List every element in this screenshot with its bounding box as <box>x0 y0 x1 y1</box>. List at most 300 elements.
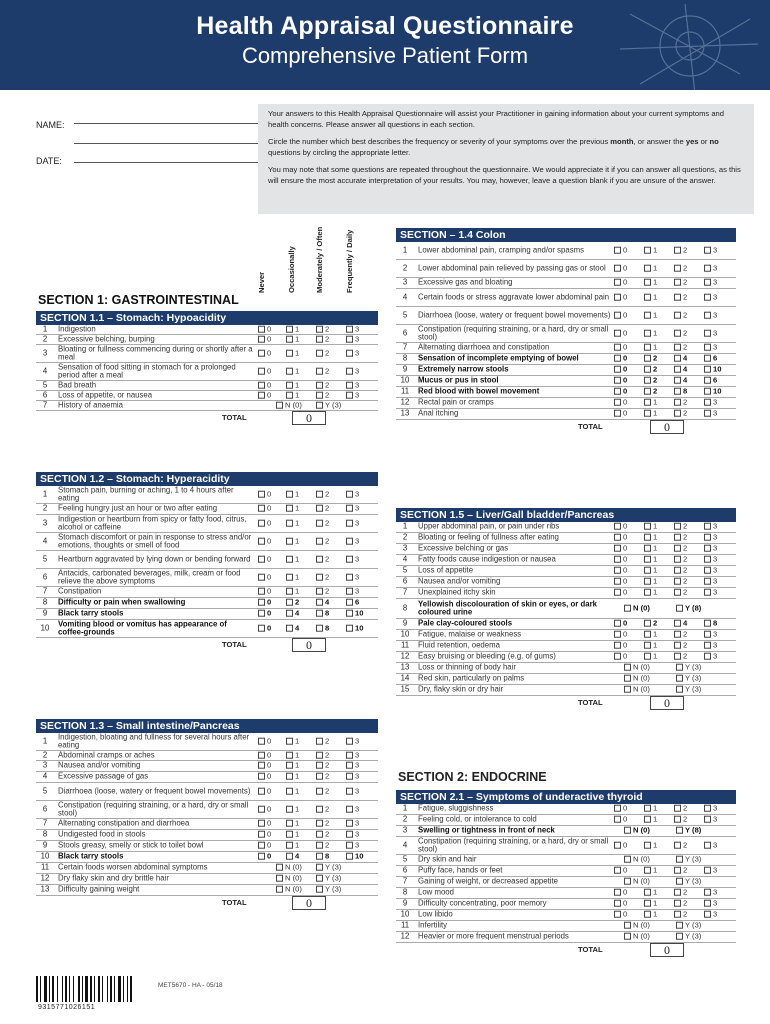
answer-option[interactable]: 3 <box>346 762 359 771</box>
checkbox-icon[interactable] <box>316 349 323 356</box>
answer-option[interactable]: 2 <box>644 366 657 375</box>
checkbox-icon[interactable] <box>346 519 353 526</box>
checkbox-icon[interactable] <box>346 820 353 827</box>
answer-option[interactable]: 0 <box>258 519 271 528</box>
checkbox-icon[interactable] <box>704 410 711 417</box>
checkbox-icon[interactable] <box>704 293 711 300</box>
checkbox-icon[interactable] <box>624 675 631 682</box>
checkbox-icon[interactable] <box>674 889 681 896</box>
answer-option[interactable]: 1 <box>286 787 299 796</box>
checkbox-icon[interactable] <box>614 264 621 271</box>
answer-option[interactable]: 3 <box>704 264 717 273</box>
answer-option[interactable]: N (0) <box>624 933 650 942</box>
answer-option[interactable]: 0 <box>614 246 627 255</box>
answer-option[interactable]: 0 <box>258 610 271 619</box>
checkbox-icon[interactable] <box>674 366 681 373</box>
answer-option[interactable]: 1 <box>644 523 657 532</box>
checkbox-icon[interactable] <box>704 246 711 253</box>
answer-option[interactable]: N (0) <box>624 664 650 673</box>
answer-option[interactable]: Y (3) <box>676 878 701 887</box>
checkbox-icon[interactable] <box>614 399 621 406</box>
checkbox-icon[interactable] <box>704 578 711 585</box>
answer-option[interactable]: 3 <box>704 329 717 338</box>
checkbox-icon[interactable] <box>346 325 353 332</box>
answer-option[interactable]: 0 <box>614 264 627 273</box>
answer-option[interactable]: Y (3) <box>316 886 341 895</box>
checkbox-icon[interactable] <box>614 410 621 417</box>
checkbox-icon[interactable] <box>346 805 353 812</box>
answer-option[interactable]: 1 <box>286 573 299 582</box>
answer-option[interactable]: 0 <box>614 523 627 532</box>
total-field[interactable]: 0 <box>292 411 326 425</box>
answer-option[interactable]: 3 <box>704 589 717 598</box>
checkbox-icon[interactable] <box>624 827 631 834</box>
answer-option[interactable]: 2 <box>316 391 329 400</box>
answer-option[interactable]: 2 <box>674 410 687 419</box>
answer-option[interactable]: 0 <box>614 293 627 302</box>
checkbox-icon[interactable] <box>704 264 711 271</box>
answer-option[interactable]: 2 <box>316 367 329 376</box>
checkbox-icon[interactable] <box>258 773 265 780</box>
answer-option[interactable]: 0 <box>614 805 627 814</box>
answer-option[interactable]: 1 <box>644 545 657 554</box>
checkbox-icon[interactable] <box>704 329 711 336</box>
checkbox-icon[interactable] <box>674 805 681 812</box>
checkbox-icon[interactable] <box>644 589 651 596</box>
checkbox-icon[interactable] <box>346 853 353 860</box>
answer-option[interactable]: Y (3) <box>316 875 341 884</box>
answer-option[interactable]: 0 <box>258 599 271 608</box>
checkbox-icon[interactable] <box>346 391 353 398</box>
checkbox-icon[interactable] <box>614 889 621 896</box>
checkbox-icon[interactable] <box>624 933 631 940</box>
answer-option[interactable]: 3 <box>346 490 359 499</box>
answer-option[interactable]: 3 <box>704 410 717 419</box>
checkbox-icon[interactable] <box>316 505 323 512</box>
answer-option[interactable]: 2 <box>674 264 687 273</box>
answer-option[interactable]: 0 <box>614 816 627 825</box>
answer-option[interactable]: 1 <box>286 555 299 564</box>
checkbox-icon[interactable] <box>346 751 353 758</box>
answer-option[interactable]: 2 <box>316 588 329 597</box>
answer-option[interactable]: 0 <box>258 537 271 546</box>
total-field[interactable]: 0 <box>650 420 684 434</box>
checkbox-icon[interactable] <box>644 841 651 848</box>
answer-option[interactable]: 2 <box>674 805 687 814</box>
answer-option[interactable]: 0 <box>614 355 627 364</box>
checkbox-icon[interactable] <box>258 842 265 849</box>
checkbox-icon[interactable] <box>624 878 631 885</box>
answer-option[interactable]: 2 <box>674 889 687 898</box>
checkbox-icon[interactable] <box>614 556 621 563</box>
answer-option[interactable]: 0 <box>258 335 271 344</box>
checkbox-icon[interactable] <box>286 555 293 562</box>
checkbox-icon[interactable] <box>674 534 681 541</box>
answer-option[interactable]: 0 <box>258 842 271 851</box>
checkbox-icon[interactable] <box>286 349 293 356</box>
checkbox-icon[interactable] <box>644 805 651 812</box>
checkbox-icon[interactable] <box>674 329 681 336</box>
checkbox-icon[interactable] <box>286 831 293 838</box>
checkbox-icon[interactable] <box>286 599 293 606</box>
answer-option[interactable]: 2 <box>674 279 687 288</box>
answer-option[interactable]: 0 <box>258 325 271 334</box>
checkbox-icon[interactable] <box>704 889 711 896</box>
checkbox-icon[interactable] <box>704 545 711 552</box>
answer-option[interactable]: 1 <box>286 349 299 358</box>
answer-option[interactable]: 0 <box>258 555 271 564</box>
checkbox-icon[interactable] <box>276 886 283 893</box>
name-line[interactable] <box>74 123 280 124</box>
answer-option[interactable]: 2 <box>674 900 687 909</box>
answer-option[interactable]: N (0) <box>276 875 302 884</box>
checkbox-icon[interactable] <box>258 573 265 580</box>
answer-option[interactable]: 1 <box>286 805 299 814</box>
answer-option[interactable]: 4 <box>286 624 299 633</box>
answer-option[interactable]: 0 <box>258 820 271 829</box>
checkbox-icon[interactable] <box>644 293 651 300</box>
answer-option[interactable]: 0 <box>614 399 627 408</box>
answer-option[interactable]: 3 <box>704 545 717 554</box>
answer-option[interactable]: 1 <box>644 246 657 255</box>
checkbox-icon[interactable] <box>258 391 265 398</box>
checkbox-icon[interactable] <box>674 399 681 406</box>
checkbox-icon[interactable] <box>704 867 711 874</box>
checkbox-icon[interactable] <box>614 900 621 907</box>
answer-option[interactable]: 0 <box>614 578 627 587</box>
checkbox-icon[interactable] <box>676 878 683 885</box>
checkbox-icon[interactable] <box>614 620 621 627</box>
answer-option[interactable]: N (0) <box>624 856 650 865</box>
checkbox-icon[interactable] <box>676 856 683 863</box>
checkbox-icon[interactable] <box>286 519 293 526</box>
checkbox-icon[interactable] <box>614 523 621 530</box>
answer-option[interactable]: 6 <box>704 377 717 386</box>
answer-option[interactable]: 3 <box>704 344 717 353</box>
answer-option[interactable]: 0 <box>614 534 627 543</box>
answer-option[interactable]: 1 <box>644 344 657 353</box>
checkbox-icon[interactable] <box>624 604 631 611</box>
answer-option[interactable]: 3 <box>704 805 717 814</box>
answer-option[interactable]: Y (3) <box>676 675 701 684</box>
checkbox-icon[interactable] <box>614 867 621 874</box>
checkbox-icon[interactable] <box>676 675 683 682</box>
answer-option[interactable]: 2 <box>674 816 687 825</box>
checkbox-icon[interactable] <box>676 664 683 671</box>
checkbox-icon[interactable] <box>674 523 681 530</box>
answer-option[interactable]: 2 <box>674 344 687 353</box>
answer-option[interactable]: 2 <box>644 620 657 629</box>
answer-option[interactable]: N (0) <box>624 686 650 695</box>
checkbox-icon[interactable] <box>346 367 353 374</box>
answer-option[interactable]: 3 <box>704 578 717 587</box>
answer-option[interactable]: 3 <box>704 556 717 565</box>
answer-option[interactable]: 0 <box>258 787 271 796</box>
answer-option[interactable]: 2 <box>644 377 657 386</box>
answer-option[interactable]: 0 <box>614 911 627 920</box>
checkbox-icon[interactable] <box>346 381 353 388</box>
checkbox-icon[interactable] <box>676 604 683 611</box>
answer-option[interactable]: 0 <box>258 751 271 760</box>
checkbox-icon[interactable] <box>286 588 293 595</box>
checkbox-icon[interactable] <box>614 653 621 660</box>
checkbox-icon[interactable] <box>624 922 631 929</box>
checkbox-icon[interactable] <box>704 805 711 812</box>
checkbox-icon[interactable] <box>614 567 621 574</box>
answer-option[interactable]: 1 <box>644 841 657 850</box>
checkbox-icon[interactable] <box>286 773 293 780</box>
checkbox-icon[interactable] <box>346 555 353 562</box>
checkbox-icon[interactable] <box>704 534 711 541</box>
checkbox-icon[interactable] <box>644 867 651 874</box>
checkbox-icon[interactable] <box>704 279 711 286</box>
answer-option[interactable]: 1 <box>644 911 657 920</box>
answer-option[interactable]: 3 <box>346 588 359 597</box>
answer-option[interactable]: 3 <box>704 311 717 320</box>
answer-option[interactable]: 2 <box>674 545 687 554</box>
checkbox-icon[interactable] <box>286 820 293 827</box>
checkbox-icon[interactable] <box>346 773 353 780</box>
answer-option[interactable]: 10 <box>704 388 721 397</box>
answer-option[interactable]: 1 <box>644 293 657 302</box>
answer-option[interactable]: 3 <box>346 751 359 760</box>
checkbox-icon[interactable] <box>286 762 293 769</box>
answer-option[interactable]: 0 <box>258 505 271 514</box>
answer-option[interactable]: 2 <box>316 751 329 760</box>
answer-option[interactable]: 4 <box>674 355 687 364</box>
answer-option[interactable]: 0 <box>614 279 627 288</box>
checkbox-icon[interactable] <box>258 505 265 512</box>
answer-option[interactable]: Y (3) <box>316 401 341 410</box>
checkbox-icon[interactable] <box>614 355 621 362</box>
checkbox-icon[interactable] <box>644 388 651 395</box>
checkbox-icon[interactable] <box>674 344 681 351</box>
checkbox-icon[interactable] <box>258 831 265 838</box>
answer-option[interactable]: 1 <box>286 391 299 400</box>
checkbox-icon[interactable] <box>704 399 711 406</box>
checkbox-icon[interactable] <box>316 519 323 526</box>
checkbox-icon[interactable] <box>346 349 353 356</box>
answer-option[interactable]: 2 <box>674 399 687 408</box>
answer-option[interactable]: 0 <box>614 631 627 640</box>
answer-option[interactable]: 0 <box>614 311 627 320</box>
answer-option[interactable]: 0 <box>614 841 627 850</box>
checkbox-icon[interactable] <box>258 599 265 606</box>
checkbox-icon[interactable] <box>316 335 323 342</box>
answer-option[interactable]: 1 <box>644 534 657 543</box>
answer-option[interactable]: 4 <box>286 610 299 619</box>
answer-option[interactable]: 1 <box>286 751 299 760</box>
answer-option[interactable]: 2 <box>674 653 687 662</box>
checkbox-icon[interactable] <box>644 578 651 585</box>
answer-option[interactable]: 0 <box>258 588 271 597</box>
checkbox-icon[interactable] <box>674 867 681 874</box>
answer-option[interactable]: 8 <box>316 624 329 633</box>
checkbox-icon[interactable] <box>704 620 711 627</box>
answer-option[interactable]: 1 <box>286 490 299 499</box>
checkbox-icon[interactable] <box>644 545 651 552</box>
answer-option[interactable]: 0 <box>258 391 271 400</box>
answer-option[interactable]: 0 <box>614 377 627 386</box>
answer-option[interactable]: 3 <box>704 889 717 898</box>
answer-option[interactable]: 3 <box>704 900 717 909</box>
checkbox-icon[interactable] <box>286 490 293 497</box>
checkbox-icon[interactable] <box>316 886 323 893</box>
checkbox-icon[interactable] <box>704 589 711 596</box>
answer-option[interactable]: 2 <box>316 573 329 582</box>
answer-option[interactable]: 1 <box>286 505 299 514</box>
answer-option[interactable]: 3 <box>346 737 359 746</box>
checkbox-icon[interactable] <box>258 853 265 860</box>
checkbox-icon[interactable] <box>674 900 681 907</box>
checkbox-icon[interactable] <box>614 366 621 373</box>
checkbox-icon[interactable] <box>258 537 265 544</box>
answer-option[interactable]: Y (3) <box>676 686 701 695</box>
checkbox-icon[interactable] <box>674 620 681 627</box>
answer-option[interactable]: 1 <box>644 889 657 898</box>
answer-option[interactable]: 0 <box>258 624 271 633</box>
checkbox-icon[interactable] <box>316 820 323 827</box>
answer-option[interactable]: 4 <box>674 377 687 386</box>
checkbox-icon[interactable] <box>674 246 681 253</box>
answer-option[interactable]: 1 <box>286 831 299 840</box>
checkbox-icon[interactable] <box>286 367 293 374</box>
checkbox-icon[interactable] <box>286 537 293 544</box>
answer-option[interactable]: 4 <box>674 620 687 629</box>
checkbox-icon[interactable] <box>346 505 353 512</box>
answer-option[interactable]: 0 <box>614 653 627 662</box>
checkbox-icon[interactable] <box>346 737 353 744</box>
checkbox-icon[interactable] <box>286 805 293 812</box>
checkbox-icon[interactable] <box>258 805 265 812</box>
answer-option[interactable]: 3 <box>346 519 359 528</box>
checkbox-icon[interactable] <box>644 523 651 530</box>
checkbox-icon[interactable] <box>674 816 681 823</box>
checkbox-icon[interactable] <box>316 864 323 871</box>
checkbox-icon[interactable] <box>674 410 681 417</box>
checkbox-icon[interactable] <box>316 325 323 332</box>
answer-option[interactable]: 2 <box>674 867 687 876</box>
checkbox-icon[interactable] <box>644 377 651 384</box>
answer-option[interactable]: 0 <box>614 900 627 909</box>
answer-option[interactable]: 8 <box>316 853 329 862</box>
checkbox-icon[interactable] <box>258 588 265 595</box>
checkbox-icon[interactable] <box>704 556 711 563</box>
checkbox-icon[interactable] <box>614 841 621 848</box>
answer-option[interactable]: 2 <box>316 831 329 840</box>
answer-option[interactable]: 0 <box>258 773 271 782</box>
checkbox-icon[interactable] <box>286 842 293 849</box>
answer-option[interactable]: 2 <box>674 523 687 532</box>
answer-option[interactable]: 0 <box>614 366 627 375</box>
checkbox-icon[interactable] <box>258 624 265 631</box>
checkbox-icon[interactable] <box>276 401 283 408</box>
checkbox-icon[interactable] <box>346 537 353 544</box>
answer-option[interactable]: 3 <box>346 773 359 782</box>
answer-option[interactable]: 2 <box>674 642 687 651</box>
checkbox-icon[interactable] <box>644 246 651 253</box>
checkbox-icon[interactable] <box>286 853 293 860</box>
checkbox-icon[interactable] <box>674 377 681 384</box>
checkbox-icon[interactable] <box>644 534 651 541</box>
checkbox-icon[interactable] <box>346 335 353 342</box>
checkbox-icon[interactable] <box>286 325 293 332</box>
checkbox-icon[interactable] <box>704 377 711 384</box>
answer-option[interactable]: 3 <box>346 335 359 344</box>
answer-option[interactable]: 0 <box>614 545 627 554</box>
checkbox-icon[interactable] <box>674 279 681 286</box>
answer-option[interactable]: 0 <box>614 388 627 397</box>
answer-option[interactable]: 6 <box>346 599 359 608</box>
checkbox-icon[interactable] <box>676 922 683 929</box>
answer-option[interactable]: 2 <box>644 388 657 397</box>
checkbox-icon[interactable] <box>704 366 711 373</box>
checkbox-icon[interactable] <box>286 505 293 512</box>
checkbox-icon[interactable] <box>624 664 631 671</box>
answer-option[interactable]: 0 <box>258 853 271 862</box>
checkbox-icon[interactable] <box>674 311 681 318</box>
answer-option[interactable]: 2 <box>674 556 687 565</box>
answer-option[interactable]: 1 <box>644 279 657 288</box>
checkbox-icon[interactable] <box>614 642 621 649</box>
answer-option[interactable]: 2 <box>316 505 329 514</box>
answer-option[interactable]: 1 <box>644 653 657 662</box>
answer-option[interactable]: 1 <box>286 335 299 344</box>
answer-option[interactable]: 3 <box>346 842 359 851</box>
answer-option[interactable]: 3 <box>704 399 717 408</box>
answer-option[interactable]: 1 <box>644 264 657 273</box>
checkbox-icon[interactable] <box>704 631 711 638</box>
checkbox-icon[interactable] <box>614 329 621 336</box>
answer-option[interactable]: 3 <box>346 325 359 334</box>
checkbox-icon[interactable] <box>644 642 651 649</box>
checkbox-icon[interactable] <box>346 842 353 849</box>
checkbox-icon[interactable] <box>614 388 621 395</box>
checkbox-icon[interactable] <box>316 367 323 374</box>
answer-option[interactable]: 3 <box>704 567 717 576</box>
checkbox-icon[interactable] <box>276 864 283 871</box>
checkbox-icon[interactable] <box>286 391 293 398</box>
checkbox-icon[interactable] <box>704 841 711 848</box>
answer-option[interactable]: 2 <box>316 381 329 390</box>
checkbox-icon[interactable] <box>258 751 265 758</box>
total-field[interactable]: 0 <box>650 943 684 957</box>
checkbox-icon[interactable] <box>258 381 265 388</box>
checkbox-icon[interactable] <box>614 246 621 253</box>
checkbox-icon[interactable] <box>644 399 651 406</box>
checkbox-icon[interactable] <box>346 624 353 631</box>
answer-option[interactable]: 0 <box>258 490 271 499</box>
checkbox-icon[interactable] <box>674 911 681 918</box>
checkbox-icon[interactable] <box>346 787 353 794</box>
answer-option[interactable]: 2 <box>674 293 687 302</box>
checkbox-icon[interactable] <box>258 349 265 356</box>
answer-option[interactable]: 2 <box>316 787 329 796</box>
answer-option[interactable]: 3 <box>346 573 359 582</box>
answer-option[interactable]: N (0) <box>276 401 302 410</box>
checkbox-icon[interactable] <box>316 624 323 631</box>
checkbox-icon[interactable] <box>704 311 711 318</box>
checkbox-icon[interactable] <box>676 686 683 693</box>
answer-option[interactable]: 8 <box>674 388 687 397</box>
answer-option[interactable]: 0 <box>614 867 627 876</box>
answer-option[interactable]: 2 <box>674 534 687 543</box>
answer-option[interactable]: 2 <box>674 589 687 598</box>
checkbox-icon[interactable] <box>704 911 711 918</box>
checkbox-icon[interactable] <box>258 335 265 342</box>
answer-option[interactable]: 2 <box>316 773 329 782</box>
answer-option[interactable]: 1 <box>644 578 657 587</box>
